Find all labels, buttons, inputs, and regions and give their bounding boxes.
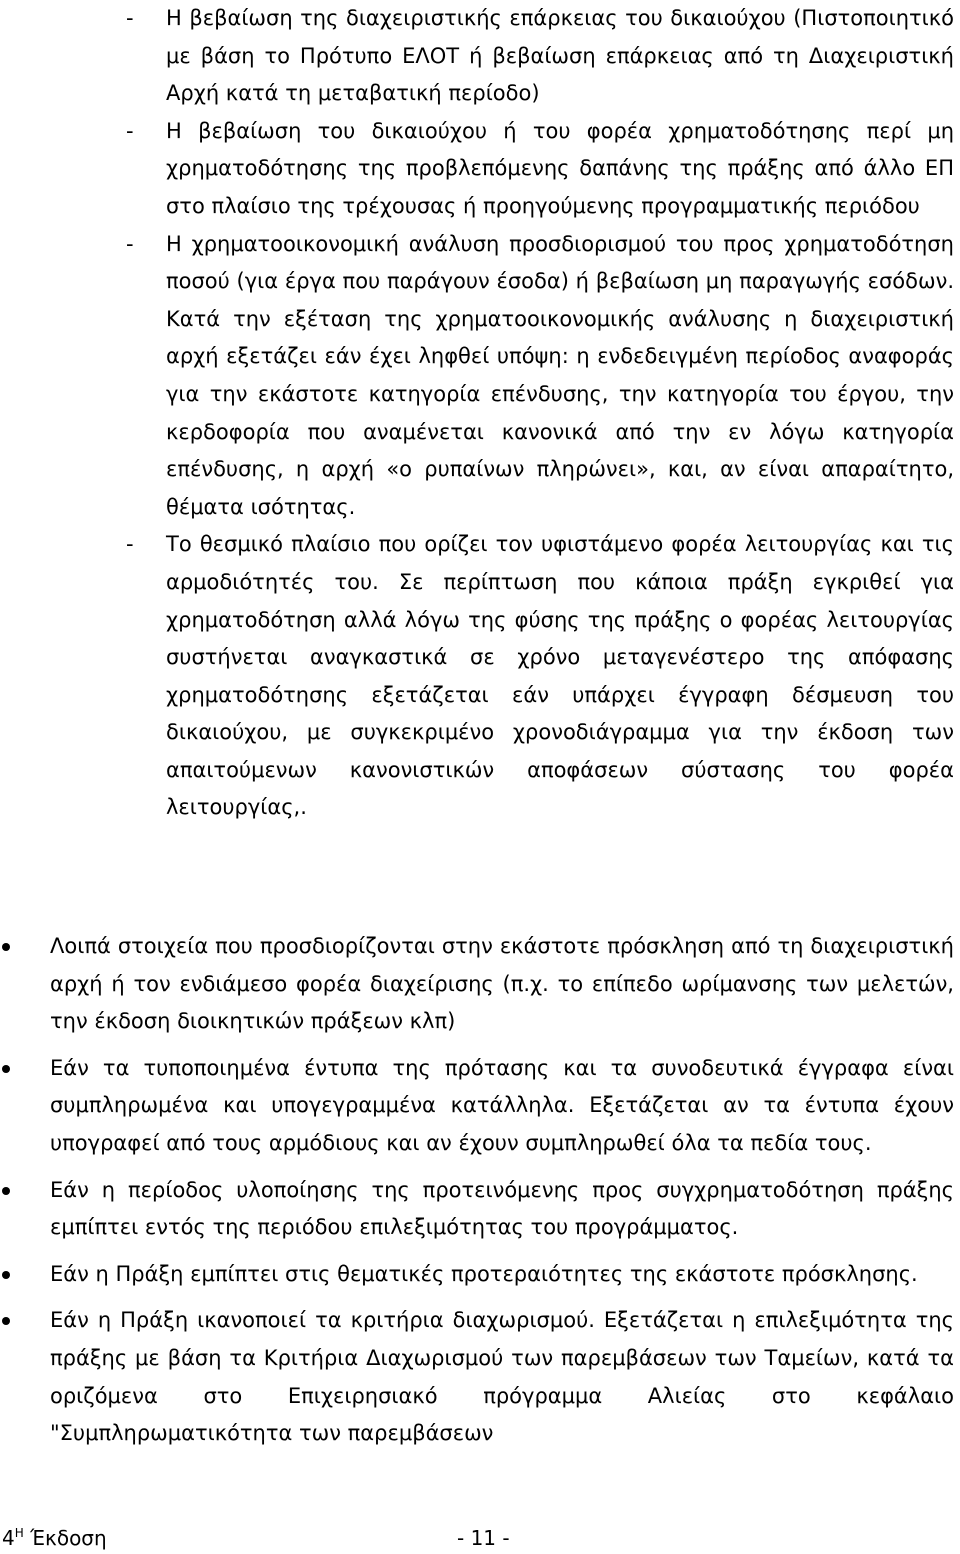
bullet-item-text: Εάν η περίοδος υλοποίησης της προτεινόμενης προς συγχρηματοδότηση πράξης εμπίπτει εντός της περιόδου επιλεξιμότητας του προγράμματος. — [50, 1177, 954, 1240]
page-number: - 11 - — [457, 1526, 510, 1550]
bullet-list — [0, 928, 960, 1462]
bullet-item-text: Εάν τα τυποποιημένα έντυπα της πρότασης και τα συνοδευτικά έγγραφα είναι συμπληρωμένα και υπογεγραμμένα κατάλληλα. Εξετάζεται αν τα έντυπα έχουν υπογραφεί από τους αρμόδιους και αν έχουν συμπληρωθεί όλα τα πεδία τους. — [50, 1055, 954, 1155]
dash-marker: - — [126, 231, 134, 256]
edition-word: Έκδοση — [30, 1526, 107, 1550]
bullet-list-item — [0, 1050, 960, 1163]
dash-marker: - — [126, 6, 134, 30]
bullet-dot-icon — [2, 943, 10, 951]
bullet-dot-icon — [2, 1317, 10, 1325]
dash-item-text: Η βεβαίωση του δικαιούχου ή του φορέα χρηματοδότησης περί μη χρηματοδότησης της προβλεπόμενης δαπάνης της πράξης από άλλο ΕΠ στο πλαίσιο της τρέχουσας ή προηγούμενης προγραμματικής περιόδου — [166, 118, 954, 218]
bullet-list-item — [0, 928, 960, 1041]
page-footer — [0, 1522, 960, 1554]
dash-marker: - — [126, 532, 134, 557]
dash-list-item — [0, 113, 960, 226]
edition-number: 4 — [2, 1526, 15, 1550]
dash-item-text: Η χρηματοοικονομική ανάλυση προσδιορισμού του προς χρηματοδότηση ποσού (για έργα που παράγουν έσοδα) ή βεβαίωση μη παραγωγής εσόδων. Κατά την εξέταση της χρηματοοικονομικής ανάλυσης η διαχειριστική αρχή εξετάζει εάν έχει ληφθεί υπόψη: η ενδεδειγμένη περίοδος αναφοράς για την εκάστοτε κατηγορία επένδυσης, την κατηγορία του έργου, την κερδοφορία που αναμένεται κανονικά από την εν λόγω κατηγορία επένδυσης, η αρχή «ο ρυπαίνων πληρώνει», και, αν είναι απαραίτητο, θέματα ισότητας. — [166, 231, 954, 519]
bullet-item-text: Εάν η Πράξη ικανοποιεί τα κριτήρια διαχωρισμού. Εξετάζεται η επιλεξιμότητα της πράξης με βάση τα Κριτήρια Διαχωρισμού των παρεμβάσεων των Ταμείων, κατά τα οριζόμενα στο Επιχειρησιακό πρόγραμμα Αλιείας στο κεφάλαιο "Συμπληρωματικότητα των παρεμβάσεων — [50, 1308, 954, 1446]
dash-list-item — [0, 0, 960, 113]
edition-label — [2, 1522, 107, 1554]
bullet-list-item — [0, 1256, 960, 1294]
dash-list-item — [0, 526, 960, 827]
bullet-dot-icon — [2, 1065, 10, 1073]
bullet-item-text: Λοιπά στοιχεία που προσδιορίζονται στην εκάστοτε πρόσκληση από τη διαχειριστική αρχή ή τον ενδιάμεσο φορέα διαχείρισης (π.χ. το επίπεδο ωρίμανσης των μελετών, την έκδοση διοικητικών πράξεων κλπ) — [50, 934, 954, 1034]
dash-marker: - — [126, 118, 134, 143]
bullet-item-text: Εάν η Πράξη εμπίπτει στις θεματικές προτεραιότητες της εκάστοτε πρόσκλησης. — [50, 1261, 918, 1286]
bullet-list-item — [0, 1302, 960, 1452]
dash-item-text: Η βεβαίωση της διαχειριστικής επάρκειας του δικαιούχου (Πιστοποιητικό με βάση το Πρότυπο ΕΛΟΤ ή βεβαίωση επάρκειας από τη Διαχειριστική Αρχή κατά τη μεταβατική περίοδο) — [166, 6, 954, 106]
bullet-dot-icon — [2, 1187, 10, 1195]
edition-superscript: Η — [14, 1526, 24, 1540]
bullet-dot-icon — [2, 1271, 10, 1279]
dash-list-item — [0, 226, 960, 527]
dash-item-text: Το θεσμικό πλαίσιο που ορίζει τον υφιστάμενο φορέα λειτουργίας και τις αρμοδιότητές του. Σε περίπτωση που κάποια πράξη εγκριθεί για χρηματοδότηση αλλά λόγω της φύσης της πράξης ο φορέας λειτουργίας συστήνεται αναγκαστικά σε χρόνο μεταγενέστερο της απόφασης χρηματοδότησης εξετάζεται εάν υπάρχει έγγραφη δέσμευση του δικαιούχου, με συγκεκριμένο χρονοδιάγραμμα για την έκδοση των απαιτούμενων κανονιστικών αποφάσεων σύστασης του φορέα λειτουργίας,. — [166, 532, 954, 820]
bullet-list-item — [0, 1172, 960, 1247]
